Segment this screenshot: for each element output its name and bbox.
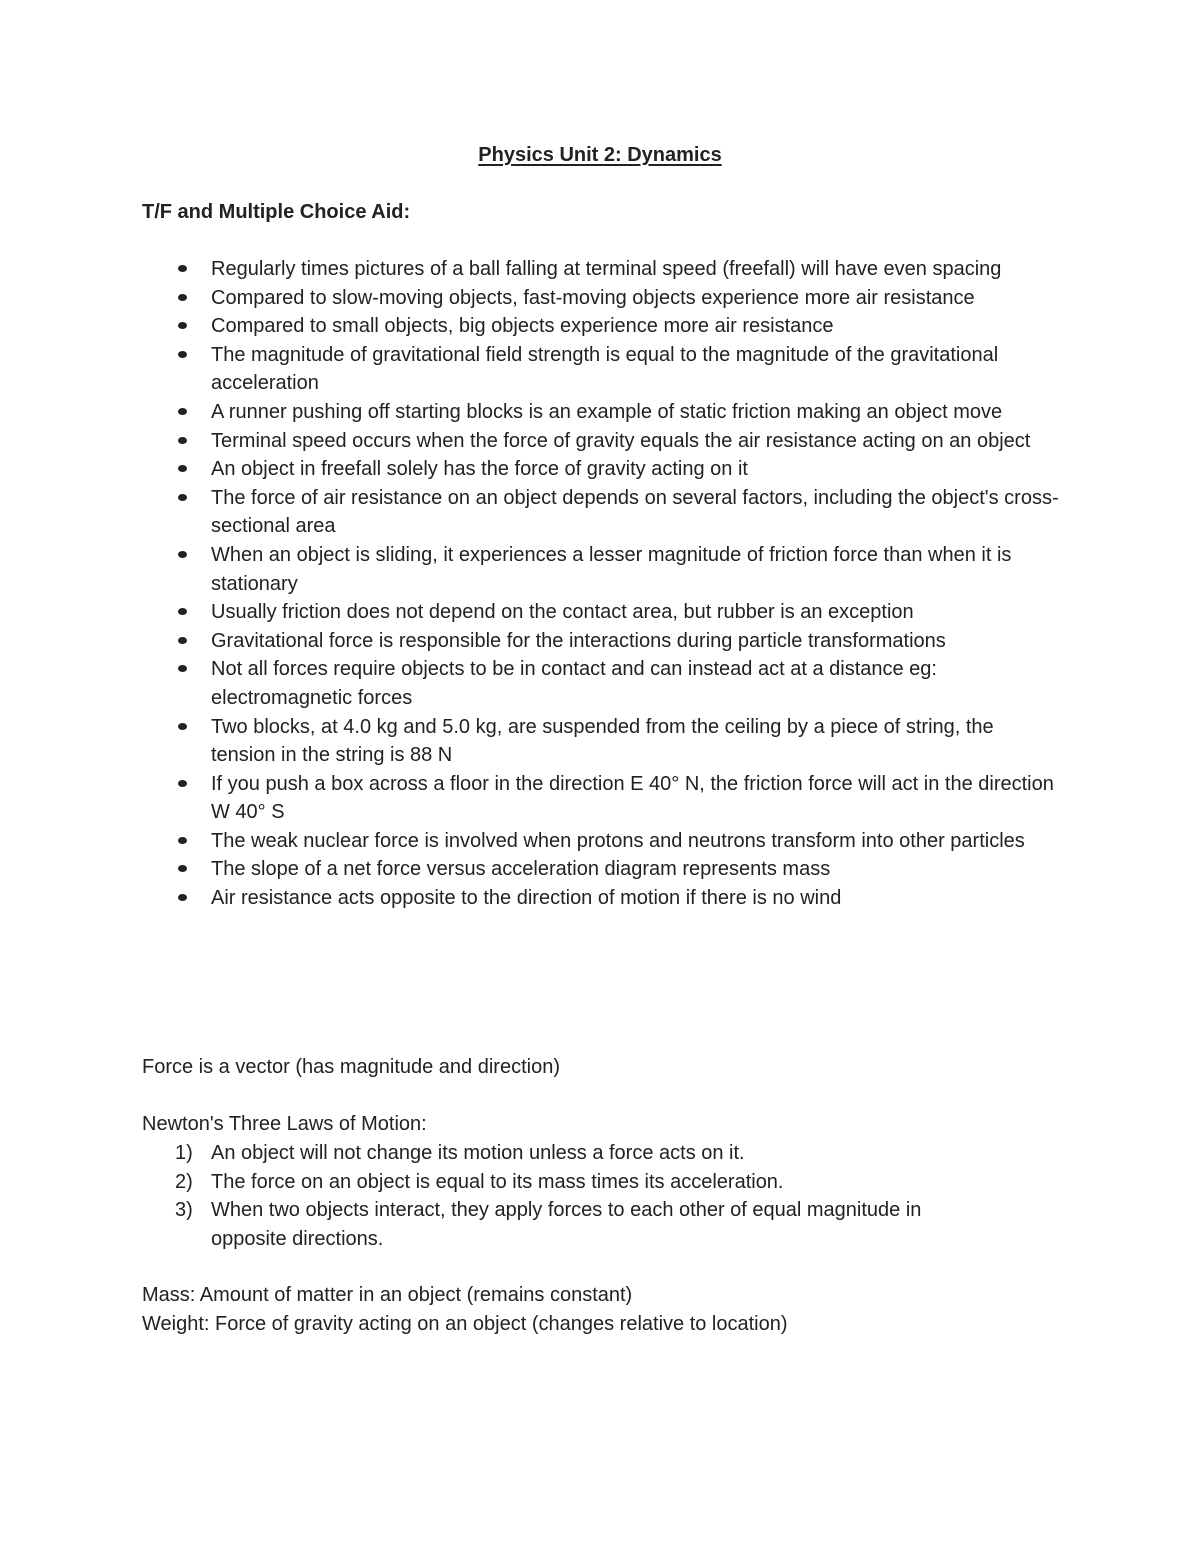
bullet-icon bbox=[178, 665, 187, 672]
mass-definition: Mass: Amount of matter in an object (remains constant) bbox=[142, 1284, 633, 1306]
list-item-text: Two blocks, at 4.0 kg and 5.0 kg, are suspended from the ceiling by a piece of string, the tension in the string is 88 N bbox=[211, 715, 994, 767]
bullet-icon bbox=[178, 351, 187, 358]
list-number: 3) bbox=[175, 1199, 193, 1222]
list-item-text: Not all forces require objects to be in contact and can instead act at a distance eg: electromagnetic forces bbox=[211, 658, 937, 709]
bullet-icon bbox=[178, 608, 187, 615]
list-item bbox=[0, 341, 1200, 398]
list-item bbox=[0, 827, 1200, 856]
list-item bbox=[0, 312, 1200, 341]
list-item-text: Regularly times pictures of a ball falling at terminal speed (freefall) will have even spacing bbox=[211, 258, 1002, 280]
list-item-text: Terminal speed occurs when the force of gravity equals the air resistance acting on an object bbox=[211, 429, 1031, 452]
list-item-text: If you push a box across a floor in the direction E 40° N, the friction force will act in the direction W 40° S bbox=[211, 772, 1054, 824]
bullet-icon bbox=[178, 265, 187, 272]
bullet-icon bbox=[178, 894, 187, 901]
bullet-icon bbox=[178, 494, 187, 501]
list-item bbox=[0, 655, 1200, 712]
list-item-text: An object will not change its motion unless a force acts on it. bbox=[211, 1142, 745, 1164]
list-item bbox=[0, 255, 1200, 284]
list-item-text: Compared to small objects, big objects experience more air resistance bbox=[211, 315, 834, 338]
list-item-text: Usually friction does not depend on the contact area, but rubber is an exception bbox=[211, 601, 914, 624]
list-item bbox=[0, 627, 1200, 656]
bullet-icon bbox=[178, 437, 187, 444]
bullet-icon bbox=[178, 637, 187, 644]
list-item bbox=[0, 455, 1200, 484]
list-item bbox=[0, 1196, 1200, 1253]
list-item bbox=[0, 855, 1200, 884]
list-item-text: Air resistance acts opposite to the direction of motion if there is no wind bbox=[211, 887, 842, 910]
bullet-icon bbox=[178, 551, 187, 558]
list-number: 2) bbox=[175, 1170, 193, 1193]
list-item bbox=[0, 884, 1200, 913]
list-item bbox=[0, 541, 1200, 598]
tf-bullet-list bbox=[0, 255, 1200, 913]
list-number: 1) bbox=[175, 1142, 193, 1164]
list-item-text: Compared to slow-moving objects, fast-moving objects experience more air resistance bbox=[211, 286, 975, 309]
list-item bbox=[0, 770, 1200, 827]
weight-definition: Weight: Force of gravity acting on an object (changes relative to location) bbox=[142, 1313, 788, 1335]
bullet-icon bbox=[178, 465, 187, 472]
section-heading: T/F and Multiple Choice Aid: bbox=[142, 201, 411, 223]
bullet-icon bbox=[178, 837, 187, 844]
bullet-icon bbox=[178, 294, 187, 301]
list-item-text: The slope of a net force versus acceleration diagram represents mass bbox=[211, 858, 831, 881]
list-item bbox=[0, 713, 1200, 770]
list-item bbox=[0, 484, 1200, 541]
list-item-text: The force on an object is equal to its mass times its acceleration. bbox=[211, 1170, 784, 1193]
laws-heading: Newton's Three Laws of Motion: bbox=[142, 1113, 427, 1135]
page-title: Physics Unit 2: Dynamics bbox=[478, 144, 722, 166]
force-statement: Force is a vector (has magnitude and direction) bbox=[142, 1056, 560, 1078]
list-item bbox=[0, 598, 1200, 627]
bullet-icon bbox=[178, 322, 187, 329]
list-item bbox=[0, 1168, 1200, 1197]
list-item bbox=[0, 1139, 1200, 1168]
list-item-text: Gravitational force is responsible for the interactions during particle transformations bbox=[211, 629, 946, 652]
bullet-icon bbox=[178, 865, 187, 872]
list-item-text: The magnitude of gravitational field strength is equal to the magnitude of the gravitational acceleration bbox=[211, 343, 999, 395]
laws-list bbox=[0, 1139, 1200, 1253]
bullet-icon bbox=[178, 723, 187, 730]
list-item-text: When an object is sliding, it experiences a lesser magnitude of friction force than when it is stationary bbox=[211, 543, 1012, 595]
list-item-text: An object in freefall solely has the force of gravity acting on it bbox=[211, 458, 748, 481]
list-item-text: When two objects interact, they apply forces to each other of equal magnitude in opposite directions. bbox=[211, 1199, 922, 1250]
list-item-text: A runner pushing off starting blocks is an example of static friction making an object move bbox=[211, 400, 1003, 423]
bullet-icon bbox=[178, 780, 187, 787]
list-item bbox=[0, 427, 1200, 456]
list-item bbox=[0, 398, 1200, 427]
bullet-icon bbox=[178, 408, 187, 415]
list-item bbox=[0, 284, 1200, 313]
list-item-text: The force of air resistance on an object depends on several factors, including the object's cross-sectional area bbox=[211, 486, 1059, 538]
list-item-text: The weak nuclear force is involved when protons and neutrons transform into other particles bbox=[211, 829, 1025, 852]
